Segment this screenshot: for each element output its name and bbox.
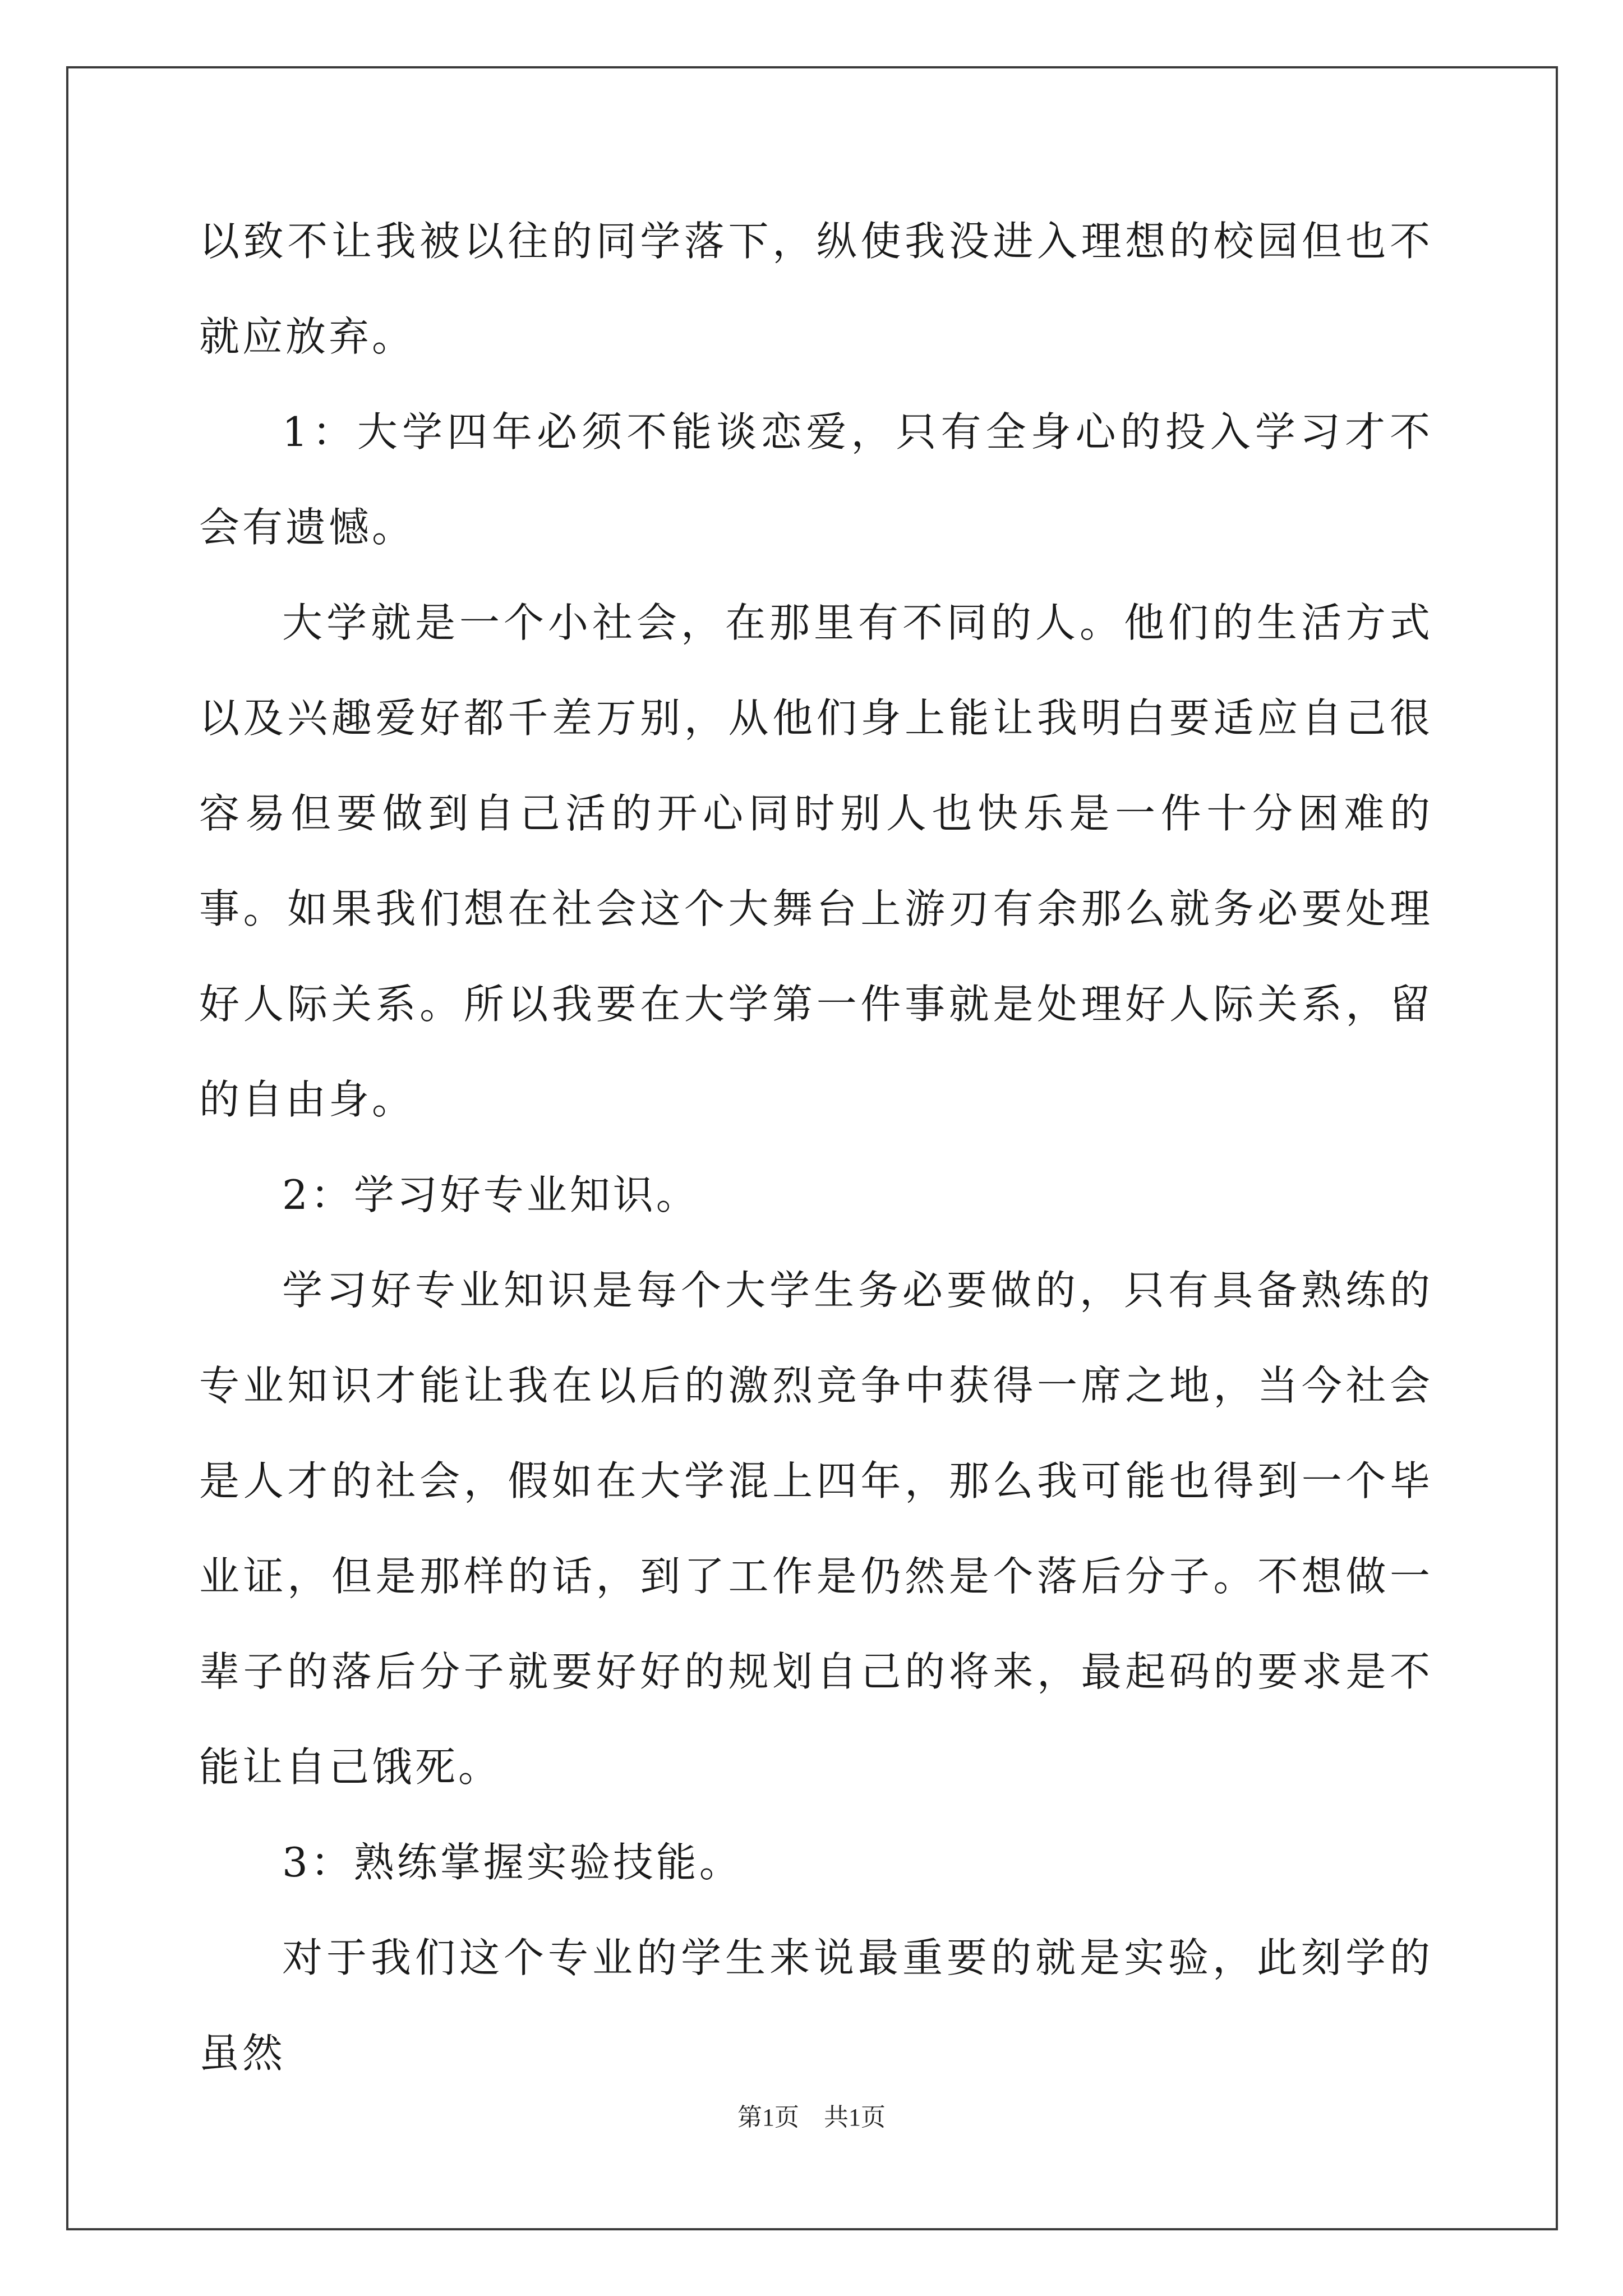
paragraph-4: 2：学习好专业知识。	[282, 1171, 699, 1218]
paragraph-7: 对于我们这个专业的学生来说最重要的就是实验，此刻学的虽然	[199, 1934, 1433, 2077]
paragraph-6: 3：熟练掌握实验技能。	[282, 1839, 743, 1886]
paragraph-5: 学习好专业知识是每个大学生务必要做的，只有具备熟练的专业知识才能让我在以后的激烈竞争中获得一席之地，当今社会是人才的社会，假如在大学混上四年，那么我可能也得到一个毕业证，但是那样的话，到了工作是仍然是个落后分子。不想做一辈子的落后分子就要好好的规划自己的将来，最起码的要求是不能让自己饿死。	[199, 1267, 1433, 1791]
paragraph-1: 以致不让我被以往的同学落下，纵使我没进入理想的校园但也不就应放弃。	[199, 218, 1433, 360]
document-body	[199, 194, 1433, 2101]
paragraph-3: 大学就是一个小社会，在那里有不同的人。他们的生活方式以及兴趣爱好都千差万别，从他们身上能让我明白要适应自己很容易但要做到自己活的开心同时别人也快乐是一件十分困难的事。如果我们想在社会这个大舞台上游刃有余那么就务必要处理好人际关系。所以我要在大学第一件事就是处理好人际关系，留的自由身。	[199, 599, 1433, 1123]
paragraph-2: 1：大学四年必须不能谈恋爱，只有全身心的投入学习才不会有遗憾。	[199, 408, 1433, 551]
page-footer: 第1页 共1页	[737, 2104, 886, 2131]
